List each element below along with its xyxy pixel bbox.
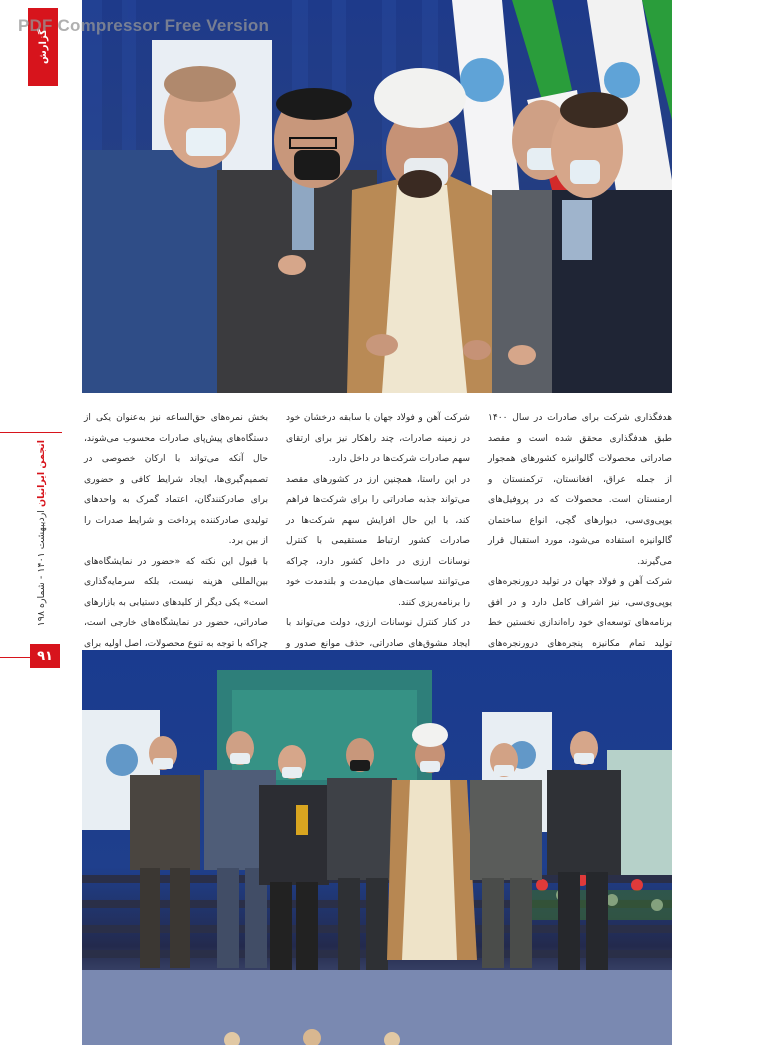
section-tab-label: گزارش [37, 29, 49, 65]
article-paragraph: در کنار کنترل نوسانات ارزی، دولت می‌تواند با ایجاد مشوق‌های صادراتی، حذف موانع صدور و [286, 618, 470, 649]
watermark: PDF Compressor Free Version [18, 16, 270, 35]
journal-info [30, 440, 52, 640]
article-paragraph: در این راستا، همچنین ارز در کشورهای مقصد می‌تواند جذبه صادراتی را برای شرکت‌ها فراهم کند، با این حال افزایش سهم شرکت‌ها در صادرات کشور ارتباط مستقیمی با کنترل نوسانات ارزی در داخل کشور دارد، چراکه می‌توانند سیاست‌های میان‌مدت و بلندمدت خود را برنامه‌ریزی کنند. [286, 474, 470, 608]
article-paragraph: هدفگذاری شرکت برای صادرات در سال ۱۴۰۰ طبق هدفگذاری محقق شده است و مقصد صادراتی محصولات گالوانیزه کشورهای همجوار از جمله عراق، افغانستان، ترکمنستان و ارمنستان است. محصولات که در پروفیل‌های یوپی‌وی‌سی، دیوارهای گچی، انواع ساختمان گالوانیزه استفاده می‌شود، مورد استقبال قرار می‌گیرند. [488, 413, 672, 567]
photo-award-ceremony-art [82, 0, 672, 393]
journal-info-text [36, 440, 47, 626]
article-paragraph: شرکت آهن و فولاد جهان با سابقه درخشان خود در زمینه صادرات، چند راهکار نیز برای ارتقای سهم صادرات شرکت‌ها در داخل دارد. [286, 413, 470, 464]
photo-group [82, 650, 672, 1045]
side-divider-lower [0, 657, 30, 658]
article-paragraph: بخش نمره‌های حق‌الساعه نیز به‌عنوان یکی از دستگاه‌های پیش‌پای صادرات محسوب می‌شوند، حال آنکه می‌تواند با ارکان خصوصی در تصمیم‌گیری‌ها، ایجاد شرایط کافی و حضوری برای صادرکنندگان، اعتماد گمرک به واحدهای تولیدی صادرکننده پرداخت و شرایط صدرات را از بین برد. [84, 413, 268, 546]
side-divider [0, 432, 62, 433]
journal-issue: اردیبهشت ۱۴۰۱ - شماره ۱۹۸ [35, 510, 47, 627]
photo-award-ceremony [82, 0, 672, 393]
journal-name: انجمن ایرانیان [35, 440, 47, 508]
photo-group-art [82, 650, 672, 1045]
page-number: ۹۱ [30, 644, 60, 668]
article-paragraph: با قبول این نکته که «حضور در نمایشگاه‌های بین‌المللی هزینه نیست، بلکه سرمایه‌گذاری است» یکی دیگر از کلیدهای دستیابی به بازارهای صادراتی، حضور در نمایشگاه‌های خارجی است، چراکه با توجه به تنوع محصولات، اصل اولیه برای [84, 556, 268, 649]
article-paragraph: شرکت آهن و فولاد جهان در تولید درورنجره‌های یوپی‌وی‌سی، نیز اشراف کامل دارد و در افق برنامه‌های توسعه‌ای خود راه‌اندازی نخستین خط تولید تمام مکانیزه پنجره‌های درورنجره‌های [488, 577, 672, 649]
